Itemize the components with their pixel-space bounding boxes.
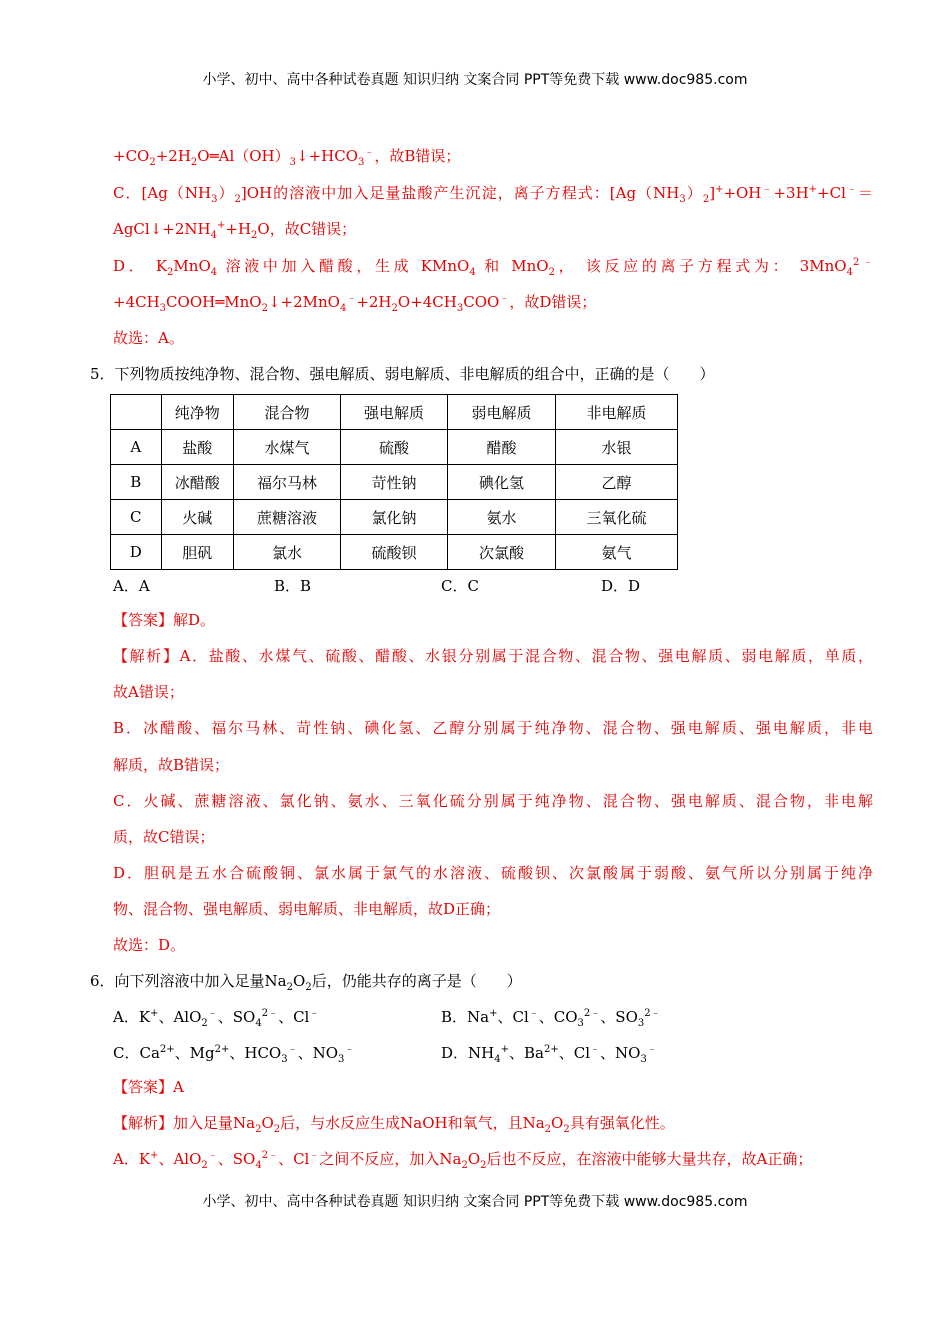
table-cell: 蔗糖溶液 bbox=[233, 500, 340, 535]
q5-answer: 【答案】解D。 bbox=[113, 611, 216, 629]
q6-option-a: A．K+、AlO$_2$﹣、$SO_4^{2﹣}$、Cl﹣ bbox=[113, 1008, 320, 1029]
q5-analysis-line: 解质，故B错误； bbox=[113, 756, 230, 774]
table-cell: C bbox=[111, 500, 162, 535]
table-cell: 硫酸钡 bbox=[341, 535, 448, 570]
q5-table bbox=[110, 394, 678, 570]
table-cell: 氯水 bbox=[233, 535, 340, 570]
q6-answer: 【答案】A bbox=[113, 1078, 184, 1096]
q6-option-c: C．$Ca^{2+}$、$Mg^{2+}$、$HCO_3^﹣$、$NO_3^﹣$ bbox=[113, 1044, 355, 1065]
q4-option-d-line2: $+4CH_3COOH═MnO_2↓+2MnO_4^﹣+2H_2O+4CH_3COO^﹣$，故D错误； bbox=[113, 293, 597, 314]
table-cell: 福尔马林 bbox=[233, 465, 340, 500]
table-cell: 胆矾 bbox=[161, 535, 233, 570]
q5-analysis-line: 【解析】A．盐酸、水煤气、硫酸、醋酸、水银分别属于混合物、混合物、强电解质、弱电解质，单质， bbox=[113, 647, 873, 665]
q6-analysis: 【解析】加入足量$Na_2O_2$后，与水反应生成NaOH和氧气，且$Na_2O_2$具有强氧化性。 bbox=[113, 1114, 675, 1135]
q6-option-b: B．Na+、Cl﹣、$CO_3^{2﹣}$、$SO_3^{2﹣}$ bbox=[441, 1008, 661, 1029]
q4-option-b-tail: $+CO_2+2H_2O═Al(OH)_3↓+HCO_3^﹣$，故B错误； bbox=[113, 147, 461, 168]
q6-analysis-a: A．K+、AlO$_2$﹣、$SO_4^{2﹣}$、Cl﹣之间不反应，加入$Na_2O_2$后也不反应，在溶液中能够大量共存，故A正确； bbox=[113, 1150, 813, 1171]
table-cell: D bbox=[111, 535, 162, 570]
table-cell: 氨气 bbox=[556, 535, 678, 570]
table-cell: 强电解质 bbox=[341, 395, 448, 430]
q5-analysis-line: 质，故C错误； bbox=[113, 828, 215, 846]
page-footer: 小学、初中、高中各种试卷真题 知识归纳 文案合同 PPT等免费下载 www.doc985.com bbox=[202, 1194, 748, 1210]
table-cell: 三氧化硫 bbox=[556, 500, 678, 535]
q5-analysis-line: 故A错误； bbox=[113, 683, 184, 701]
table-cell: 碘化氢 bbox=[448, 465, 556, 500]
table-cell: 乙醇 bbox=[556, 465, 678, 500]
q5-option-b: B．B bbox=[274, 577, 312, 595]
page-header: 小学、初中、高中各种试卷真题 知识归纳 文案合同 PPT等免费下载 www.doc985.com bbox=[202, 72, 748, 88]
q5-option-c: C．C bbox=[441, 577, 479, 595]
table-header-row bbox=[111, 395, 678, 430]
table-cell: B bbox=[111, 465, 162, 500]
table-cell: 氨水 bbox=[448, 500, 556, 535]
table-cell: 氯化钠 bbox=[341, 500, 448, 535]
table-cell: 弱电解质 bbox=[448, 395, 556, 430]
table-cell: 水煤气 bbox=[233, 430, 340, 465]
q5-choice: 故选：D。 bbox=[113, 936, 186, 954]
table-cell: 次氯酸 bbox=[448, 535, 556, 570]
q5-analysis-line: B．冰醋酸、福尔马林、苛性钠、碘化氢、乙醇分别属于纯净物、混合物、强电解质、强电解质，非电 bbox=[113, 719, 873, 737]
table-row bbox=[111, 535, 678, 570]
q4-option-d-line1: D． $K_2MnO_4$ 溶液中加入醋酸，生成 KMnO$_4$ 和 MnO$_2$， 该反应的离子方程式为： 3MnO$_4^{2﹣}$ bbox=[113, 257, 873, 278]
table-cell: 苛性钠 bbox=[341, 465, 448, 500]
table-cell: A bbox=[111, 430, 162, 465]
table-cell: 醋酸 bbox=[448, 430, 556, 465]
q4-option-c-line1: C．$[Ag(NH_3)_2]OH$的溶液中加入足量盐酸产生沉淀，离子方程式：$[Ag(NH_3)_2]^++OH^﹣+3H^++Cl^﹣=$ bbox=[113, 184, 873, 205]
q5-option-d: D．D bbox=[601, 577, 641, 595]
table-cell: 火碱 bbox=[161, 500, 233, 535]
q5-option-a: A．A bbox=[113, 577, 150, 595]
table-cell: 硫酸 bbox=[341, 430, 448, 465]
q4-option-c-line2: $AgCl↓+2NH_4^++H_2O$，故C错误； bbox=[113, 220, 357, 241]
table-cell: 冰醋酸 bbox=[161, 465, 233, 500]
table-row bbox=[111, 500, 678, 535]
table-cell: 纯净物 bbox=[161, 395, 233, 430]
q6-option-d: D．$NH_4^+$、$Ba^{2+}$、Cl﹣、$NO_3^﹣$ bbox=[441, 1044, 657, 1065]
q4-choice: 故选：A。 bbox=[113, 329, 184, 347]
table-cell bbox=[111, 395, 162, 430]
table-cell: 水银 bbox=[556, 430, 678, 465]
table-cell: 非电解质 bbox=[556, 395, 678, 430]
q5-analysis-line: 物、混合物、强电解质、弱电解质、非电解质，故D正确； bbox=[113, 900, 501, 918]
q5-analysis-line: C．火碱、蔗糖溶液、氯化钠、氨水、三氧化硫分别属于纯净物、混合物、强电解质、混合物，非电解 bbox=[113, 792, 873, 810]
table-row bbox=[111, 465, 678, 500]
table-row bbox=[111, 430, 678, 465]
q6-stem: 6．向下列溶液中加入足量$Na_2O_2$后，仍能共存的离子是（ ） bbox=[90, 972, 522, 993]
q5-analysis-line: D．胆矾是五水合硫酸铜、氯水属于氯气的水溶液、硫酸钡、次氯酸属于弱酸、氨气所以分别属于纯净 bbox=[113, 864, 873, 882]
table-cell: 混合物 bbox=[233, 395, 340, 430]
table-cell: 盐酸 bbox=[161, 430, 233, 465]
q5-stem: 5．下列物质按纯净物、混合物、强电解质、弱电解质、非电解质的组合中，正确的是（ ） bbox=[90, 365, 715, 383]
